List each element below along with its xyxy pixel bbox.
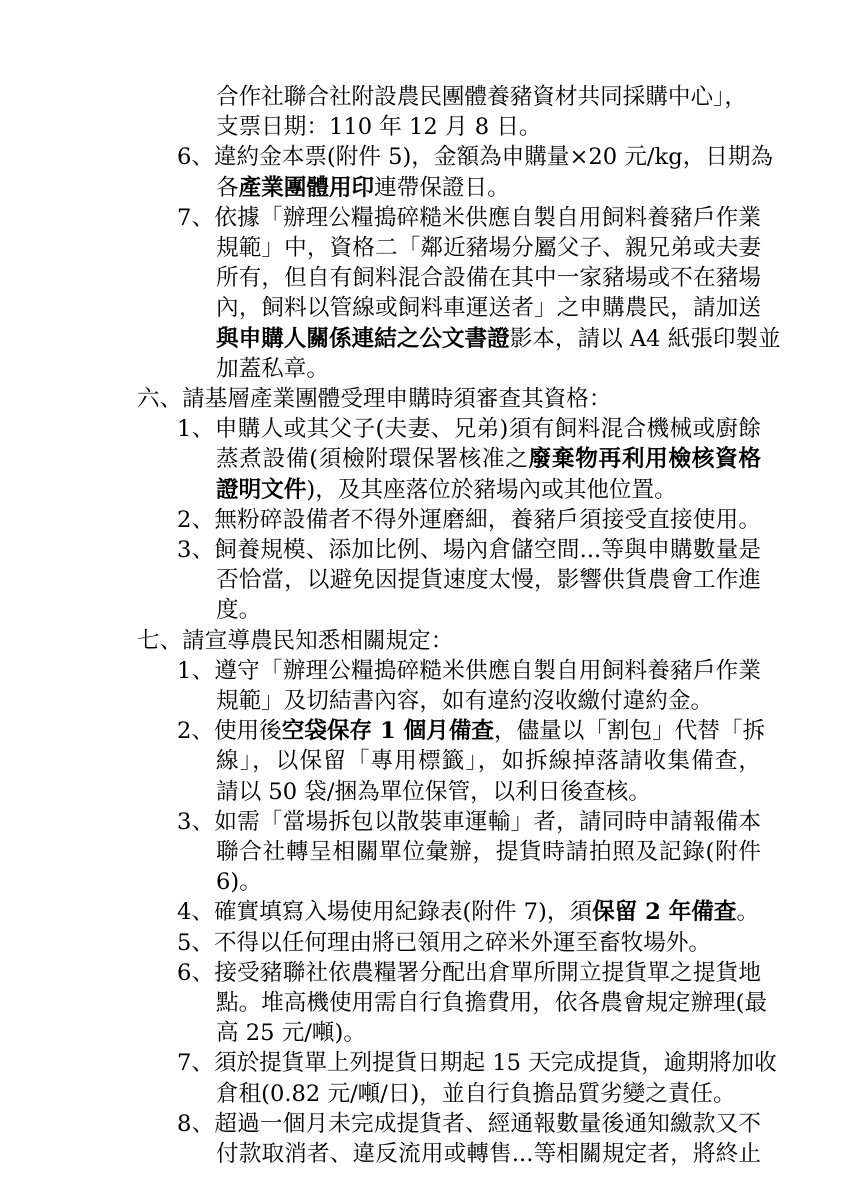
text-line [216, 867, 761, 897]
text-segment: 七、請宣導農民知悉相關規定： [137, 628, 454, 654]
text-line [216, 112, 761, 142]
text-segment: 7、依據「辦理公糧搗碎糙米供應自製自用飼料養豬戶作業 [177, 205, 761, 231]
bold-text: 與申購人關係連結之公文書證 [216, 326, 510, 352]
text-segment: 支票日期：110 年 12 月 8 日。 [216, 114, 542, 140]
text-segment: 2、使用後 [177, 718, 282, 744]
text-segment: 度。 [216, 597, 262, 623]
bold-text: 產業團體用印 [238, 175, 375, 201]
text-segment: 六、請基層產業團體受理申購時須審查其資格： [137, 386, 612, 412]
text-line [216, 777, 761, 807]
text-segment: 8、超過一個月未完成提貨者、經通報數量後通知繳款又不 [177, 1111, 761, 1137]
text-line [216, 686, 761, 716]
text-segment: 聯合社轉呈相關單位彙辦，提貨時請拍照及記錄(附件 [216, 839, 761, 865]
text-segment: 規範」及切結書內容，如有違約沒收繳付違約金。 [216, 688, 714, 714]
bold-text: 廢棄物再利用檢核資格 [528, 446, 761, 472]
bold-text: 證明文件 [216, 477, 307, 503]
bold-text: 空袋保存 1 個月備查 [281, 718, 494, 744]
text-segment: 各 [216, 175, 239, 201]
section-heading [137, 626, 761, 656]
text-segment: 連帶保證日。 [374, 175, 510, 201]
text-line [177, 505, 761, 535]
text-line [216, 1079, 761, 1109]
text-segment: 加蓋私章。 [216, 356, 329, 382]
text-line [216, 1139, 761, 1169]
text-segment: 所有，但自有飼料混合設備在其中一家豬場或不在豬場 [216, 265, 761, 291]
text-line [216, 565, 761, 595]
text-line [216, 354, 761, 384]
text-segment: 2、無粉碎設備者不得外運磨細，養豬戶須接受直接使用。 [177, 507, 761, 533]
text-segment: 請以 50 袋/捆為單位保管，以利日後查核。 [216, 779, 651, 805]
bold-text: 保留 2 年備查 [592, 899, 737, 925]
text-line [216, 1018, 761, 1048]
text-line [177, 656, 761, 686]
text-line [177, 142, 774, 172]
text-line [216, 595, 761, 625]
text-line [177, 928, 761, 958]
text-segment: 點。堆高機使用需自行負擔費用，依各農會規定辦理(最 [216, 990, 768, 1016]
text-segment: 6、接受豬聯社依農糧署分配出倉單所開立提貨單之提貨地 [177, 960, 761, 986]
text-line [216, 173, 761, 203]
text-line [216, 475, 761, 505]
text-line [216, 293, 761, 323]
text-segment: 1、申購人或其父子(夫妻、兄弟)須有飼料混合機械或廚餘 [177, 416, 761, 442]
text-segment: 蒸煮設備(須檢附環保署核准之 [216, 446, 529, 472]
text-segment: 5、不得以任何理由將已領用之碎米外運至畜牧場外。 [177, 930, 712, 956]
text-line [216, 837, 761, 867]
text-segment: 付款取消者、違反流用或轉售...等相關規定者，將終止 [216, 1141, 761, 1167]
text-segment: 3、如需「當場拆包以散裝車運輸」者，請同時申請報備本 [177, 809, 761, 835]
text-segment: 影本，請以 A4 紙張印製並 [509, 326, 781, 352]
text-line [177, 897, 761, 927]
text-segment: 。 [736, 899, 760, 925]
text-segment: 內，飼料以管線或飼料車運送者」之申購農民，請加送 [216, 295, 761, 321]
text-segment: 線」，以保留「專用標籤」，如拆線掉落請收集備查， [216, 748, 761, 774]
text-segment: 高 25 元/噸)。 [216, 1020, 366, 1046]
text-line [177, 1109, 761, 1139]
text-segment: 1、遵守「辦理公糧搗碎糙米供應自製自用飼料養豬戶作業 [177, 658, 761, 684]
text-line [216, 988, 768, 1018]
text-segment: 7、須於提貨單上列提貨日期起 15 天完成提貨，逾期將加收 [177, 1050, 777, 1076]
text-line [177, 1048, 777, 1078]
text-segment: ，儘量以「割包」代替「拆 [493, 718, 766, 744]
text-line [216, 746, 761, 776]
section-heading [137, 384, 761, 414]
text-segment: 合作社聯合社附設農民團體養豬資材共同採購中心」， [216, 84, 747, 110]
text-line [177, 716, 766, 746]
text-line [216, 233, 761, 263]
text-segment: 3、飼養規模、添加比例、場內倉儲空間...等與申購數量是 [177, 537, 761, 563]
text-line [177, 535, 761, 565]
text-segment: 6、違約金本票(附件 5)，金額為申購量×20 元/kg，日期為 [177, 144, 774, 170]
text-segment: 規範」中，資格二「鄰近豬場分屬父子、親兄弟或夫妻 [216, 235, 761, 261]
text-line [216, 82, 761, 112]
text-segment: 否恰當，以避免因提貨速度太慢，影響供貨農會工作進 [216, 567, 761, 593]
text-segment: )，及其座落位於豬場內或其他位置。 [306, 477, 677, 503]
text-line [216, 324, 781, 354]
text-line [177, 807, 761, 837]
text-line [177, 414, 761, 444]
text-line [177, 203, 761, 233]
text-line [177, 958, 761, 988]
text-line [216, 263, 761, 293]
text-line [216, 444, 761, 474]
text-segment: 6)。 [216, 869, 262, 895]
text-segment: 倉租(0.82 元/噸/日)，並自行負擔品質劣變之責任。 [216, 1081, 736, 1107]
text-segment: 4、確實填寫入場使用紀錄表(附件 7)，須 [177, 899, 593, 925]
